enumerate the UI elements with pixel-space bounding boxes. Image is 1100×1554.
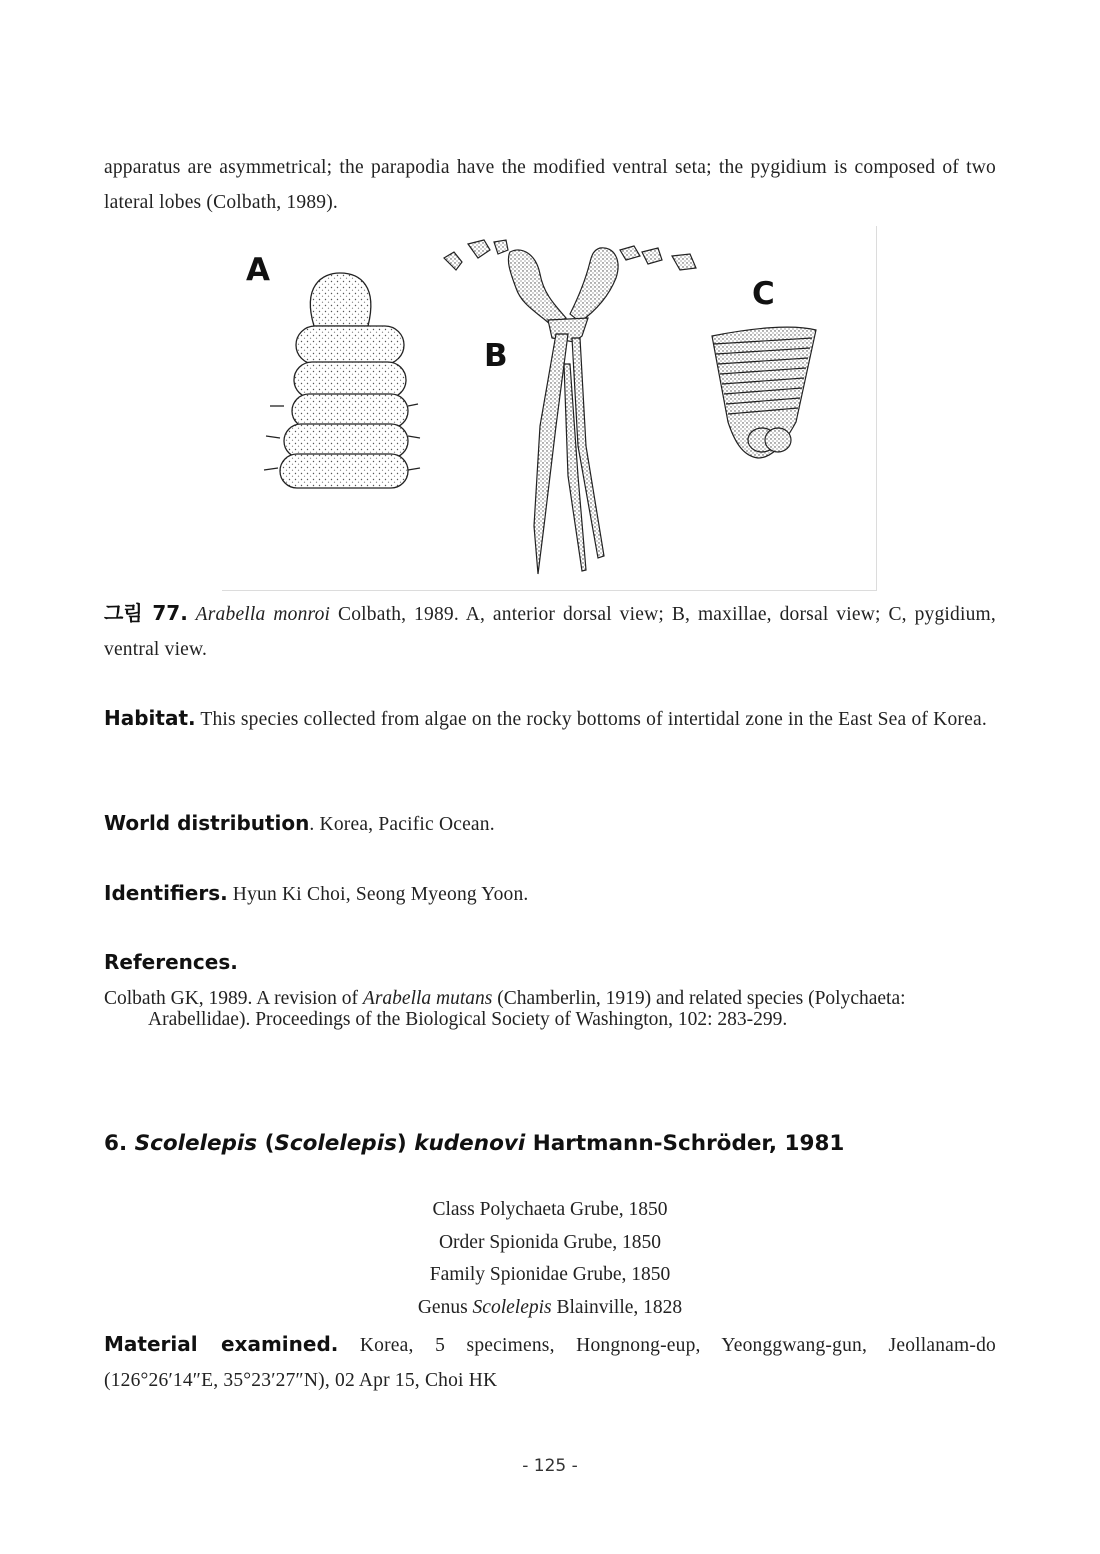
taxonomy-genus-name: Scolelepis: [472, 1297, 552, 1318]
section-genus: Scolelepis: [134, 1131, 258, 1156]
taxonomy-class: Class Polychaeta Grube, 1850: [432, 1199, 668, 1220]
intro-paragraph: apparatus are asymmetrical; the parapodia have the modified ventral seta; the pygidium is composed of two lateral lobes (Colbath, 1989).: [104, 157, 996, 213]
habitat-label: Habitat.: [104, 706, 196, 730]
identifiers-paragraph: [104, 876, 996, 912]
identifiers-text: Hyun Ki Choi, Seong Myeong Yoon.: [227, 884, 529, 905]
habitat-text: This species collected from algae on the rocky bottoms of intertidal zone in the East Sea of Korea.: [195, 709, 987, 730]
figure-label-a: A: [246, 252, 270, 288]
material-text: Korea, 5 specimens, Hongnong-eup, Yeonggwang-gun, Jeollanam-do (126°26′14″E, 35°23′27″N), 02 Apr 15, Choi HK: [104, 1335, 996, 1391]
caption-number: 그림 77.: [104, 601, 188, 625]
distribution-text: . Korea, Pacific Ocean.: [309, 814, 495, 835]
distribution-label: World distribution: [104, 811, 310, 835]
identifiers-label: Identifiers.: [104, 881, 228, 905]
taxonomy-family: Family Spionidae Grube, 1850: [429, 1264, 671, 1285]
section-species: kudenovi: [414, 1131, 526, 1156]
figure-illustration: [222, 226, 876, 590]
figure-label-c: C: [752, 276, 775, 312]
panel-a-drawing: [264, 273, 420, 488]
figure-77: [222, 226, 877, 591]
section-heading: 6. Scolelepis (Scolelepis) kudenovi Hartmann-Schröder, 1981: [104, 1131, 845, 1156]
reference-entry: Colbath GK, 1989. A revision of Arabella mutans (Chamberlin, 1919) and related species (Polychaeta: Arabellidae). Proceedings of the Biological Society of Washington, 102: 283-299.: [104, 988, 906, 1030]
section-subgenus: Scolelepis: [274, 1131, 397, 1156]
figure-label-b: B: [484, 338, 508, 374]
page-number: - 125 -: [522, 1456, 578, 1476]
references-heading: References.: [104, 950, 238, 974]
material-paragraph: [104, 1327, 996, 1398]
material-label: Material examined.: [104, 1332, 339, 1356]
distribution-paragraph: [104, 806, 996, 842]
reference-species: Arabella mutans: [362, 988, 493, 1009]
taxonomy-order: Order Spionida Grube, 1850: [438, 1232, 662, 1253]
caption-species: Arabella monroi: [195, 604, 331, 625]
caption-text: Colbath, 1989. A, anterior dorsal view; B, maxillae, dorsal view; C, pygidium, ventral view.: [104, 604, 996, 660]
panel-c-drawing: [712, 327, 816, 458]
references-list: [104, 988, 964, 1030]
taxonomy-genus: Genus Scolelepis Blainville, 1828: [417, 1297, 683, 1318]
habitat-paragraph: [104, 701, 996, 737]
panel-b-drawing: [444, 240, 696, 574]
figure-caption: [104, 596, 996, 667]
